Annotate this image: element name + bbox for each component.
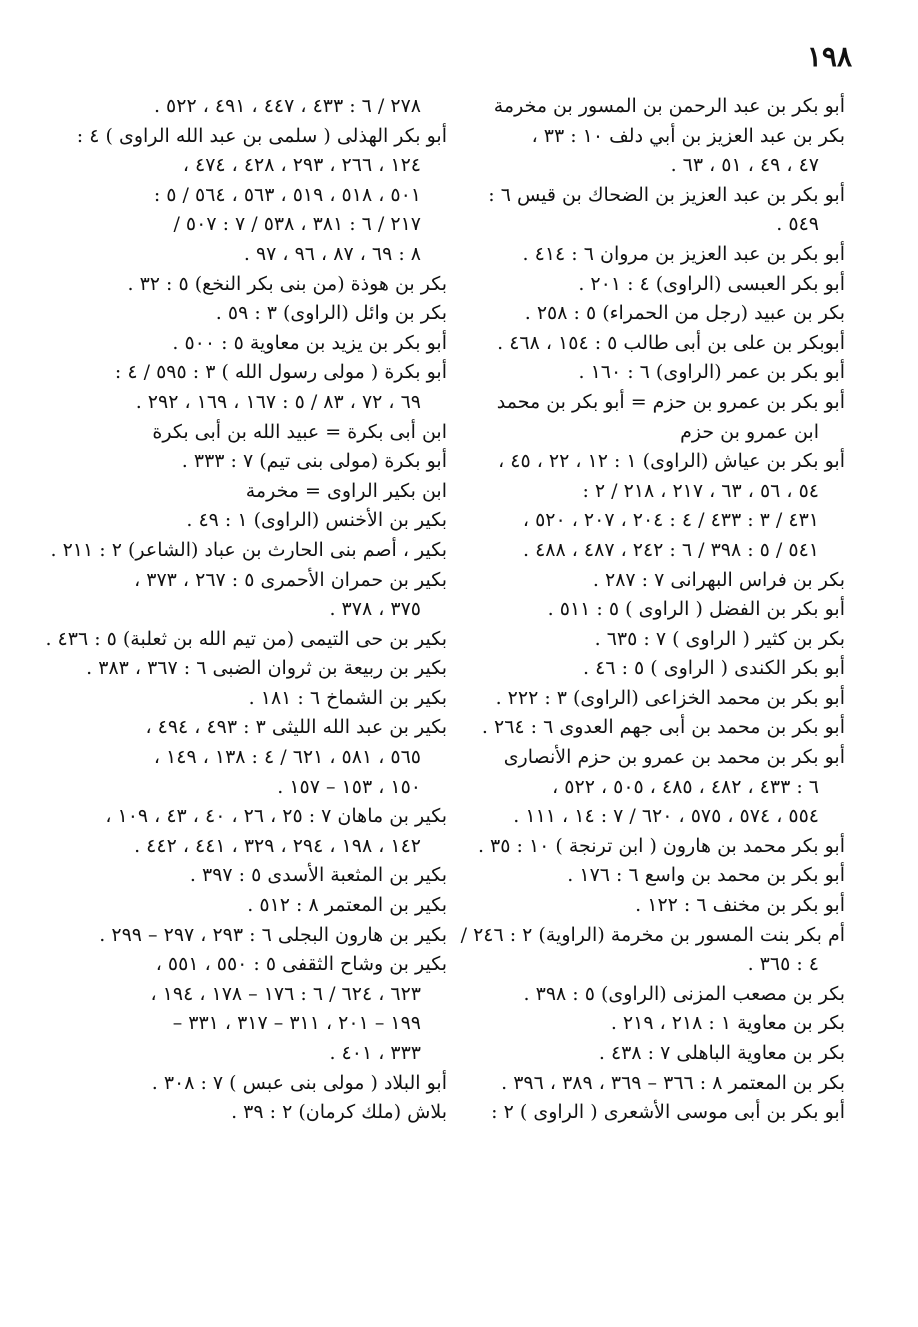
index-line: بكر بن معاوية الباهلى ٧ : ٤٣٨ .: [598, 1042, 845, 1064]
index-line: أبو بكرة ( مولى رسول الله ) ٣ : ٥٩٥ / ٤ :: [114, 361, 447, 384]
index-column-left: [45, 92, 447, 1128]
index-line: بكير بن وشاح الثقفى ٥ : ٥٥٠ ، ٥٥١ ،: [155, 953, 447, 976]
index-line: ٤٣١ / ٣ : ٤٣٣ / ٤ : ٢٠٤ ، ٢٠٧ ، ٥٢٠ ،: [522, 509, 819, 532]
index-line: بكر بن المعتمر ٨ : ٣٦٦ – ٣٦٩ ، ٣٨٩ ، ٣٩٦ .: [501, 1071, 845, 1094]
index-line: بكير بن حمران الأحمرى ٥ : ٢٦٧ ، ٣٧٣ ،: [134, 568, 447, 591]
index-line: ٥٤١ / ٥ : ٣٩٨ / ٦ : ٢٤٢ ، ٤٨٧ ، ٤٨٨ .: [522, 538, 819, 561]
index-line: أم بكر بنت المسور بن مخرمة (الراوية) ٢ : ٢٤٦ /: [460, 923, 845, 946]
index-line: ١٢٤ ، ٢٦٦ ، ٢٩٣ ، ٤٢٨ ، ٤٧٤ ،: [182, 154, 421, 177]
index-line: أبو بكر بن مخنف ٦ : ١٢٢ .: [635, 894, 845, 917]
index-line: أبو بكرة (مولى بنى تيم) ٧ : ٣٣٣ .: [181, 450, 447, 473]
index-line: أبو بكر بن عبد العزيز بن مروان ٦ : ٤١٤ .: [522, 242, 845, 265]
index-line: ١٤٢ ، ١٩٨ ، ٢٩٤ ، ٣٢٩ ، ٤٤١ ، ٤٤٢ .: [134, 834, 421, 857]
index-line: أبو بكر بن أبى موسى الأشعرى ( الراوى ) ٢ :: [491, 1101, 845, 1124]
index-line: أبو البلاد ( مولى بنى عبس ) ٧ : ٣٠٨ .: [151, 1071, 447, 1094]
index-line: أبو بكر محمد بن هارون ( ابن ترنجة ) ١٠ : ٣٥ .: [477, 834, 845, 857]
index-line: بكير بن الأخنس (الراوى) ١ : ٤٩ .: [186, 509, 447, 532]
index-line: أبو بكر بن محمد بن عمرو بن حزم الأنصارى: [503, 746, 845, 769]
index-line: ٥٥٤ ، ٥٧٤ ، ٥٧٥ ، ٦٢٠ / ٧ : ١٤ ، ١١١ .: [513, 805, 819, 828]
index-line: بكر بن كثير ( الراوى ) ٧ : ٦٣٥ .: [594, 627, 845, 650]
index-line: أبوبكر بن على بن أبى طالب ٥ : ١٥٤ ، ٤٦٨ .: [497, 331, 845, 354]
index-line: أبو بكر الكندى ( الراوى ) ٥ : ٤٦ .: [583, 657, 845, 680]
index-line: ٥٠١ ، ٥١٨ ، ٥١٩ ، ٥٦٣ ، ٥٦٤ / ٥ :: [153, 183, 421, 206]
index-line: ابن أبى بكرة = عبيد الله بن أبى بكرة: [152, 420, 447, 443]
index-line: بكر بن هوذة (من بنى بكر النخع) ٥ : ٣٢ .: [127, 272, 447, 295]
index-line: أبو بكر بن الفضل ( الراوى ) ٥ : ٥١١ .: [547, 598, 845, 621]
index-line: بلاش (ملك كرمان) ٢ : ٣٩ .: [231, 1101, 447, 1124]
index-line: ٤ : ٣٦٥ .: [747, 953, 819, 976]
index-line: بكير بن هارون البجلى ٦ : ٢٩٣ ، ٢٩٧ – ٢٩٩ .: [99, 923, 447, 946]
index-line: بكر بن فراس البهرانى ٧ : ٢٨٧ .: [592, 568, 845, 591]
index-line: أبو بكر بن عياش (الراوى) ١ : ١٢ ، ٢٢ ، ٤٥ ،: [498, 450, 845, 473]
index-line: بكر بن معاوية ١ : ٢١٨ ، ٢١٩ .: [610, 1012, 845, 1035]
index-line: بكر بن عبيد (رجل من الحمراء) ٥ : ٢٥٨ .: [524, 302, 845, 325]
index-line: بكر بن عبد العزيز بن أبي دلف ١٠ : ٣٣ ،: [531, 124, 845, 147]
index-line: أبو بكر بن عبد الرحمن بن المسور بن مخرمة: [493, 95, 845, 117]
index-line: بكير بن ربيعة بن ثروان الضبى ٦ : ٣٦٧ ، ٣٨٣ .: [86, 657, 447, 680]
index-line: بكير ، أصم بنى الحارث بن عباد (الشاعر) ٢ : ٢١١ .: [50, 538, 447, 561]
index-line: بكر بن وائل (الراوى) ٣ : ٥٩ .: [215, 302, 447, 325]
index-line: ١٥٠ ، ١٥٣ – ١٥٧ .: [277, 775, 421, 798]
index-line: ٥٤ ، ٥٦ ، ٦٣ ، ٢١٧ ، ٢١٨ / ٢ :: [582, 479, 819, 502]
index-line: ٥٤٩ .: [776, 213, 819, 236]
index-line: ٦٢٣ ، ٦٢٤ / ٦ : ١٧٦ – ١٧٨ ، ١٩٤ ،: [150, 982, 421, 1005]
index-column-right: [460, 92, 845, 1128]
index-line: أبو بكر بن عمر (الراوى) ٦ : ١٦٠ .: [578, 361, 845, 384]
index-line: بكير بن حى التيمى (من تيم الله بن ثعلبة) ٥ : ٤٣٦ .: [45, 627, 447, 650]
index-line: ١٩٩ – ٢٠١ ، ٣١١ – ٣١٧ ، ٣٣١ –: [172, 1012, 421, 1035]
index-line: أبو بكر بن محمد الخزاعى (الراوى) ٣ : ٢٢٢ .: [495, 686, 845, 709]
index-line: أبو بكر بن محمد بن واسع ٦ : ١٧٦ .: [567, 864, 845, 887]
index-line: ٤٧ ، ٤٩ ، ٥١ ، ٦٣ .: [670, 154, 819, 177]
index-line: ٢١٧ / ٦ : ٣٨١ ، ٥٣٨ / ٧ : ٥٠٧ /: [173, 213, 421, 236]
index-line: أبو بكر العبسى (الراوى) ٤ : ٢٠١ .: [578, 272, 845, 295]
index-line: أبو بكر بن محمد بن أبى جهم العدوى ٦ : ٢٦٤ .: [481, 716, 845, 739]
page-number: ١٩٨: [806, 40, 852, 73]
index-line: ابن بكير الراوى = مخرمة: [245, 479, 447, 502]
index-line: ٨ : ٦٩ ، ٨٧ ، ٩٦ ، ٩٧ .: [243, 242, 421, 265]
index-line: بكير بن المثعبة الأسدى ٥ : ٣٩٧ .: [189, 864, 447, 887]
index-line: ٣٧٥ ، ٣٧٨ .: [329, 598, 421, 621]
index-line: ٢٧٨ / ٦ : ٤٣٣ ، ٤٤٧ ، ٤٩١ ، ٥٢٢ .: [153, 95, 421, 117]
index-line: بكير بن ماهان ٧ : ٢٥ ، ٢٦ ، ٤٠ ، ٤٣ ، ١٠٩ ،: [105, 805, 447, 828]
index-line: ٦ : ٤٣٣ ، ٤٨٢ ، ٤٨٥ ، ٥٠٥ ، ٥٢٢ ،: [552, 775, 819, 798]
index-line: أبو بكر بن عمرو بن حزم = أبو بكر بن محمد: [496, 390, 845, 413]
index-line: أبو بكر الهذلى ( سلمى بن عبد الله الراوى ) ٤ :: [76, 124, 447, 147]
index-line: أبو بكر بن عبد العزيز بن الضحاك بن قيس ٦ :: [488, 183, 845, 206]
index-line: ٦٩ ، ٧٢ ، ٨٣ / ٥ : ١٦٧ ، ١٦٩ ، ٢٩٢ .: [135, 390, 421, 413]
index-line: ابن عمرو بن حزم: [680, 420, 819, 443]
index-line: أبو بكر بن يزيد بن معاوية ٥ : ٥٠٠ .: [172, 331, 447, 354]
index-line: بكير بن الشماخ ٦ : ١٨١ .: [248, 686, 447, 709]
index-line: بكير بن المعتمر ٨ : ٥١٢ .: [247, 894, 447, 917]
index-line: ٥٦٥ ، ٥٨١ ، ٦٢١ / ٤ : ١٣٨ ، ١٤٩ ،: [153, 746, 421, 769]
index-line: ٣٣٣ ، ٤٠١ .: [329, 1042, 421, 1064]
index-line: بكر بن مصعب المزنى (الراوى) ٥ : ٣٩٨ .: [523, 982, 845, 1005]
index-line: بكير بن عبد الله الليثى ٣ : ٤٩٣ ، ٤٩٤ ،: [145, 716, 447, 739]
